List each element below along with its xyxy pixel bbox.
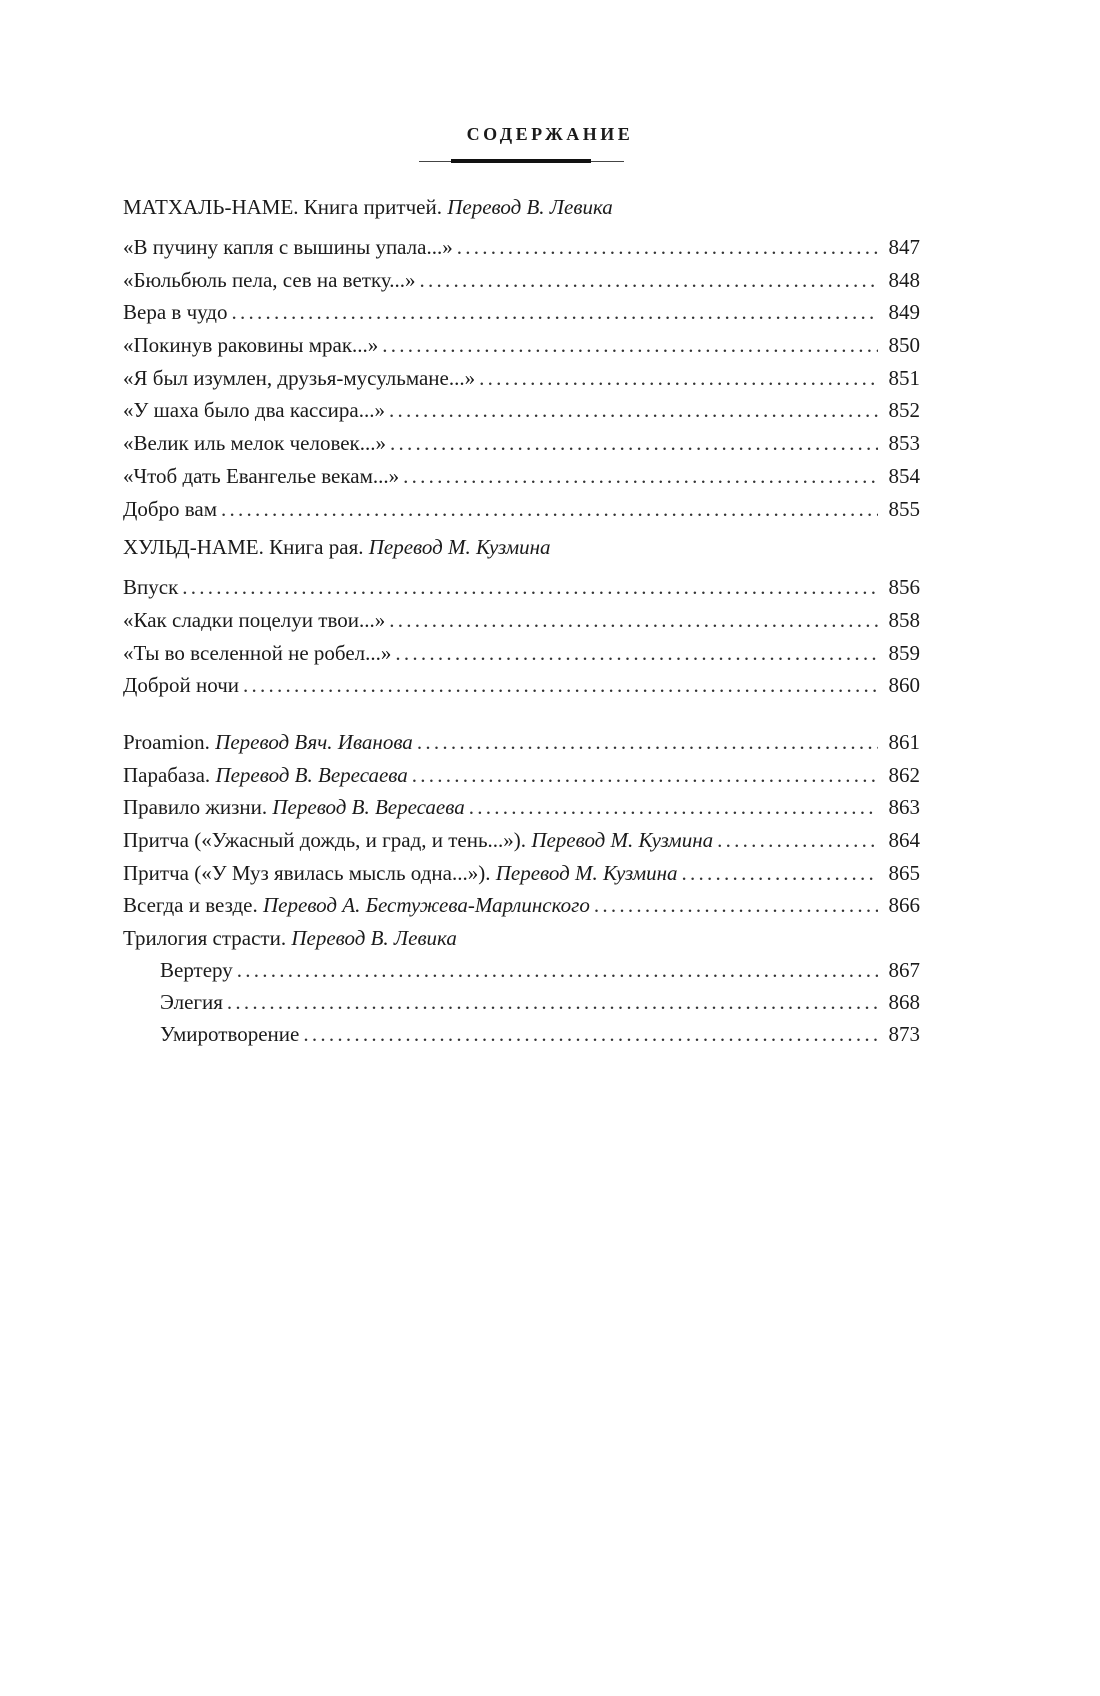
section-heading-trilogy xyxy=(123,922,920,954)
entry-title xyxy=(123,329,378,362)
entry-title-text: Добро вам xyxy=(123,496,218,521)
page-number: 862 xyxy=(888,762,920,787)
entry-title-text: Proamion. xyxy=(123,729,210,754)
toc-entry[interactable] xyxy=(123,824,920,857)
dot-leader xyxy=(417,726,878,759)
dot-leader xyxy=(420,264,878,297)
entry-title xyxy=(123,669,239,702)
page-number: 848 xyxy=(888,267,920,292)
entry-translator: Перевод В. Вересаева xyxy=(215,762,408,787)
entry-title-text: Притча («У Муз явилась мысль одна...»). xyxy=(123,860,491,885)
page-number: 847 xyxy=(888,235,920,259)
page-number: 851 xyxy=(888,365,920,390)
dot-leader xyxy=(479,362,878,395)
toc-entry[interactable] xyxy=(123,954,920,986)
page-number: 863 xyxy=(888,795,920,820)
dot-leader xyxy=(682,857,878,890)
toc-entry[interactable] xyxy=(123,889,920,922)
title-rule-accent xyxy=(451,159,591,163)
dot-leader xyxy=(389,394,878,427)
page-number: 866 xyxy=(888,893,920,918)
toc-entry[interactable] xyxy=(123,986,920,1018)
dot-leader xyxy=(390,427,878,460)
entry-title-text: «Бюльбюль пела, сев на ветку...» xyxy=(123,267,416,292)
entry-title xyxy=(123,604,385,637)
page-number: 859 xyxy=(888,640,920,665)
dot-leader xyxy=(403,460,878,493)
entry-title-text: «Чтоб дать Евангелье векам...» xyxy=(123,463,400,488)
entry-title xyxy=(160,954,233,986)
contents-header xyxy=(0,124,1100,145)
dot-leader xyxy=(412,759,878,792)
toc-entry[interactable] xyxy=(123,329,920,362)
entry-title xyxy=(123,637,391,670)
toc-entry[interactable] xyxy=(123,1018,920,1050)
entry-title xyxy=(123,571,178,604)
page-number: 849 xyxy=(888,300,920,325)
dot-leader xyxy=(395,637,878,670)
dot-leader xyxy=(303,1018,878,1050)
entry-title-text: Элегия xyxy=(160,990,223,1015)
page-number: 855 xyxy=(888,496,920,521)
section-translator: Перевод В. Левика xyxy=(447,195,613,219)
entry-title xyxy=(123,824,713,857)
toc-entry[interactable] xyxy=(123,231,920,264)
dot-leader xyxy=(717,824,878,857)
entry-title xyxy=(123,296,228,329)
table-of-contents xyxy=(123,191,920,1050)
section-heading-mathal-name xyxy=(123,191,920,231)
page-number: 873 xyxy=(888,1022,920,1047)
section-title: Трилогия страсти. xyxy=(123,926,287,951)
entry-translator: Перевод М. Кузмина xyxy=(531,828,714,852)
entry-title-text: Доброй ночи xyxy=(123,673,239,698)
dot-leader xyxy=(227,986,878,1018)
dot-leader xyxy=(243,669,878,702)
page-number: 861 xyxy=(888,729,920,754)
entry-title-text: «Велик иль мелок человек...» xyxy=(123,431,387,456)
toc-entry[interactable] xyxy=(123,394,920,427)
entry-title-text: «Как сладки поцелуи твои...» xyxy=(123,607,386,632)
page-number: 865 xyxy=(888,860,920,885)
entry-title xyxy=(123,264,416,297)
entry-title-text: «Покинув раковины мрак...» xyxy=(123,333,379,358)
entry-title xyxy=(123,231,453,264)
entry-title xyxy=(123,394,385,427)
page-number: 852 xyxy=(888,398,920,423)
section-translator: Перевод В. Левика xyxy=(291,926,457,951)
toc-entry[interactable] xyxy=(123,857,920,890)
page-number: 868 xyxy=(888,990,920,1015)
page-title: СОДЕРЖАНИЕ xyxy=(466,124,634,144)
toc-entry[interactable] xyxy=(123,669,920,702)
toc-entry[interactable] xyxy=(123,493,920,526)
entry-title xyxy=(123,726,413,759)
entry-title xyxy=(123,427,386,460)
entry-title xyxy=(123,759,408,792)
dot-leader xyxy=(469,791,878,824)
entry-title-text: Вера в чудо xyxy=(123,300,228,325)
entry-title-text: «Я был изумлен, друзья-мусульмане...» xyxy=(123,365,476,390)
toc-entry[interactable] xyxy=(123,726,920,759)
entry-translator: Перевод А. Бестужева-Марлинского xyxy=(263,893,590,918)
dot-leader xyxy=(389,604,878,637)
entry-title-text: Впуск xyxy=(123,575,179,600)
page-number: 854 xyxy=(888,463,920,488)
entry-title xyxy=(123,460,399,493)
toc-entry[interactable] xyxy=(123,604,920,637)
entry-title xyxy=(123,791,465,824)
entry-title-text: «Ты во вселенной не робел...» xyxy=(123,640,392,665)
toc-entry[interactable] xyxy=(123,759,920,792)
page-number: 856 xyxy=(888,575,920,600)
section-translator: Перевод М. Кузмина xyxy=(368,535,551,560)
toc-entry[interactable] xyxy=(123,264,920,297)
entry-title xyxy=(123,362,475,395)
toc-entry[interactable] xyxy=(123,296,920,329)
entry-title-text: Правило жизни. xyxy=(123,795,268,820)
section-title: ХУЛЬД-НАМЕ. Книга рая. xyxy=(123,535,364,560)
section-spacer xyxy=(123,702,920,726)
entry-title-text: Умиротворение xyxy=(160,1022,300,1047)
page-number: 858 xyxy=(888,607,920,632)
page-number: 853 xyxy=(888,431,920,456)
entry-title xyxy=(160,986,223,1018)
entry-translator: Перевод Вяч. Иванова xyxy=(215,729,413,754)
toc-entry[interactable] xyxy=(123,791,920,824)
dot-leader xyxy=(594,889,878,922)
toc-entry[interactable] xyxy=(123,460,920,493)
toc-entry[interactable] xyxy=(123,362,920,395)
dot-leader xyxy=(182,571,878,604)
entry-title-text: «В пучину капля с вышины упала...» xyxy=(123,235,453,259)
entry-title xyxy=(160,1018,299,1050)
entry-translator: Перевод В. Вересаева xyxy=(272,795,465,820)
toc-entry[interactable] xyxy=(123,571,920,604)
section-heading-huld-name xyxy=(123,531,920,571)
dot-leader xyxy=(457,231,878,264)
dot-leader xyxy=(221,493,878,526)
entry-translator: Перевод М. Кузмина xyxy=(495,860,678,885)
entry-title xyxy=(123,857,678,890)
page-number: 864 xyxy=(888,828,920,852)
entry-title-text: Парабаза. xyxy=(123,762,211,787)
page-number: 850 xyxy=(888,333,920,358)
toc-entry[interactable] xyxy=(123,427,920,460)
entry-title-text: Всегда и везде. xyxy=(123,893,258,918)
entry-title-text: Притча («Ужасный дождь, и град, и тень...»). xyxy=(123,828,527,852)
page-number: 867 xyxy=(888,958,920,983)
entry-title-text: «У шаха было два кассира...» xyxy=(123,398,385,423)
entry-title-text: Вертеру xyxy=(160,958,233,983)
entry-title xyxy=(123,889,590,922)
dot-leader xyxy=(382,329,878,362)
dot-leader xyxy=(237,954,878,986)
page-number: 860 xyxy=(888,673,920,698)
dot-leader xyxy=(232,296,879,329)
entry-title xyxy=(123,493,217,526)
toc-entry[interactable] xyxy=(123,637,920,670)
section-title: МАТХАЛЬ-НАМЕ. Книга притчей. xyxy=(123,195,442,219)
